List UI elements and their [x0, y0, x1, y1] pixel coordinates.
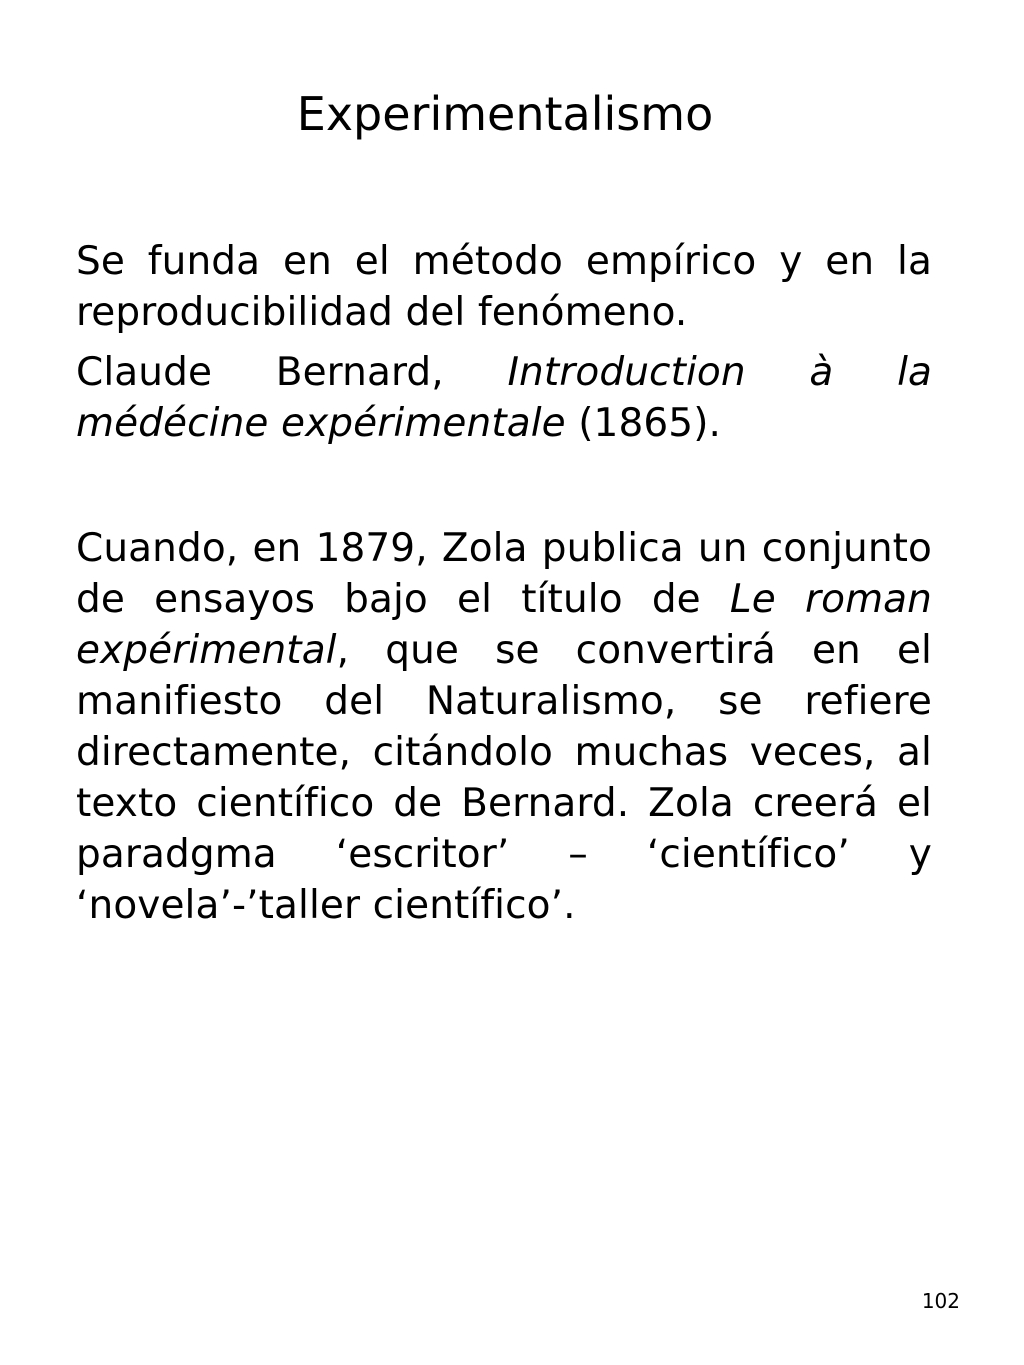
- citation-year: (1865).: [565, 401, 722, 446]
- citation-work-title: Introduction à la médécine expérimentale: [76, 350, 933, 446]
- paragraph-method: Se funda en el método empírico y en la reproducibilidad del fenómeno.: [76, 239, 932, 335]
- paragraph-zola: [76, 523, 932, 931]
- zola-work-title: Le roman expérimental: [76, 577, 932, 673]
- citation-author: Claude Bernard,: [76, 350, 508, 395]
- zola-text-start: Cuando, en 1879, Zola publica un conjunto de ensayos bajo el título de: [76, 526, 932, 622]
- zola-text-end: , que se convertirá en el manifiesto del Naturalismo, se refiere directamente, citándolo muchas veces, al texto científico de Bernard. Zola creerá el paradgma ‘escritor’ – ‘científico’ y ‘novela’-’taller científico’.: [76, 628, 932, 928]
- slide-title: Experimentalismo: [296, 87, 714, 141]
- paragraph-bernard-citation: [76, 347, 932, 449]
- page-number: 102: [921, 1289, 960, 1313]
